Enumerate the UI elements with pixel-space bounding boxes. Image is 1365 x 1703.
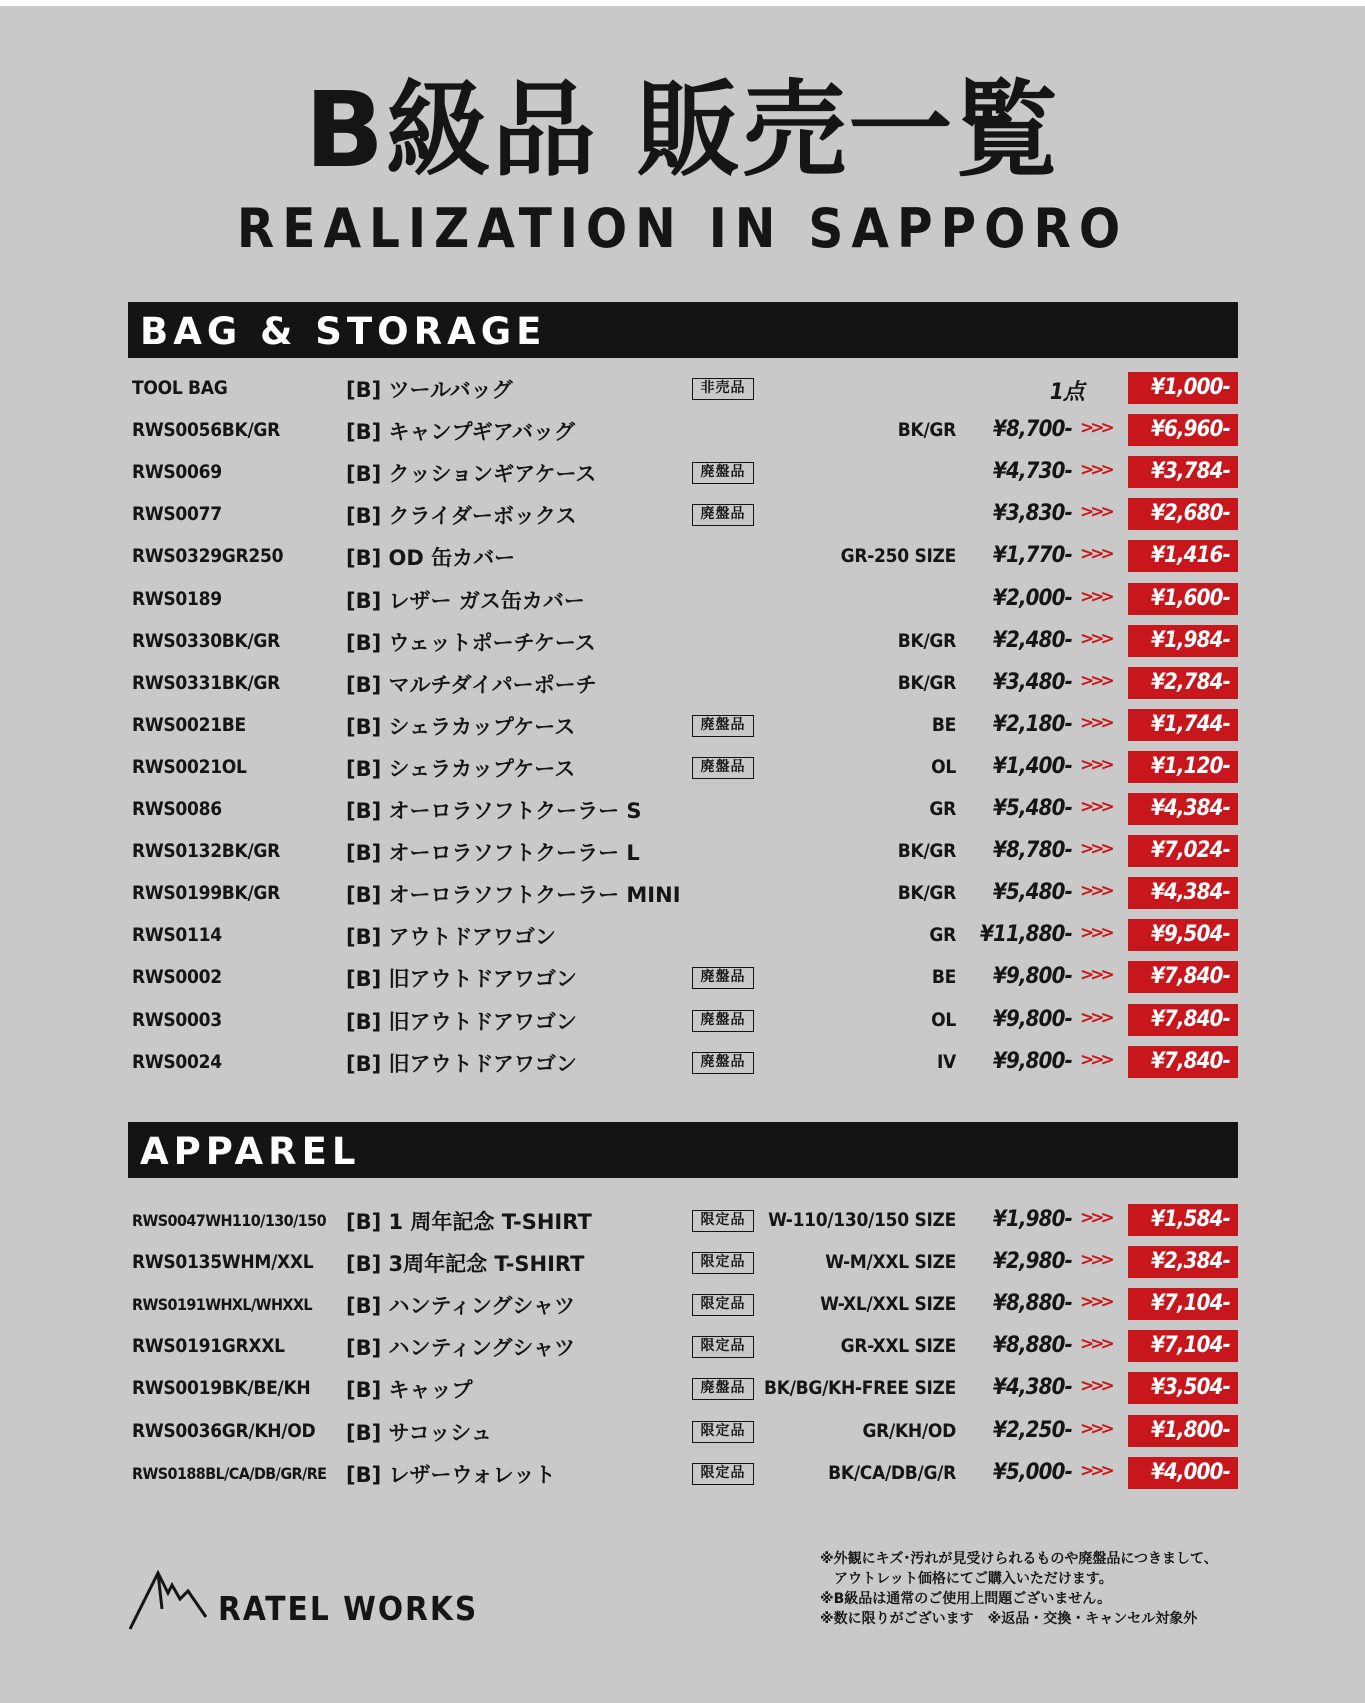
arrow-icon: >>> [1080,1008,1111,1028]
status-tag: 廃盤品 [692,462,754,484]
product-variant: BK/GR [897,419,956,441]
product-name: [B] OD 缶カバー [346,546,516,570]
sale-price: ¥7,840- [1128,1046,1238,1078]
product-row [128,961,1238,993]
product-code: RWS0132BK/GR [132,840,281,862]
sale-price: ¥1,000- [1128,372,1238,404]
product-name: [B] シェラカップケース [346,757,576,781]
sale-price: ¥9,504- [1128,919,1238,951]
sale-price: ¥1,744- [1128,709,1238,741]
arrow-icon: >>> [1080,1419,1111,1439]
sale-price: ¥7,104- [1128,1330,1238,1362]
original-price: ¥9,800- [993,1007,1072,1032]
arrow-icon: >>> [1080,1334,1111,1354]
product-row [128,625,1238,657]
product-code: RWS0135WHM/XXL [132,1251,314,1273]
original-price: ¥1,980- [993,1207,1072,1232]
product-code: RWS0019BK/BE/KH [132,1377,311,1399]
product-name: [B] キャンプギアバッグ [346,420,575,444]
product-row [128,877,1238,909]
product-name: [B] 1 周年記念 T-SHIRT [346,1210,592,1234]
original-price: ¥2,180- [993,712,1072,737]
original-price: ¥8,880- [993,1291,1072,1316]
sale-price: ¥2,784- [1128,667,1238,699]
product-row [128,1004,1238,1036]
product-row [128,583,1238,615]
arrow-icon: >>> [1080,881,1111,901]
product-row [128,1415,1238,1447]
brand-name: RATEL WORKS [218,1589,479,1628]
original-price: ¥1,400- [993,754,1072,779]
arrow-icon: >>> [1080,418,1111,438]
page-subtitle: REALIZATION IN SAPPORO [236,197,1129,260]
mountain-logo-icon [128,1569,208,1631]
original-price: ¥2,000- [993,586,1072,611]
product-code: RWS0331BK/GR [132,672,281,694]
sale-price: ¥7,104- [1128,1288,1238,1320]
status-tag: 限定品 [692,1421,754,1443]
product-variant: BK/GR [897,630,956,652]
sale-price: ¥7,840- [1128,961,1238,993]
product-code: RWS0003 [132,1009,222,1031]
arrow-icon: >>> [1080,1208,1111,1228]
note-line: アウトレット価格にてご購入いただけます。 [820,1571,1113,1587]
product-name: [B] アウトドアワゴン [346,925,556,949]
arrow-icon: >>> [1080,544,1111,564]
original-price: ¥4,380- [993,1375,1072,1400]
product-variant: OL [931,1009,956,1031]
arrow-icon: >>> [1080,1461,1111,1481]
product-variant: BK/GR [897,672,956,694]
note-line: ※数に限りがございます ※返品・交換・キャンセル対象外 [820,1611,1198,1627]
section-title: BAG & STORAGE [140,310,547,353]
product-variant: W-XL/XXL SIZE [820,1293,956,1315]
product-code: RWS0069 [132,461,222,483]
product-name: [B] 旧アウトドアワゴン [346,967,577,991]
product-name: [B] オーロラソフトクーラー S [346,799,642,823]
product-row [128,1330,1238,1362]
product-code: RWS0021BE [132,714,246,736]
arrow-icon: >>> [1080,755,1111,775]
note-line: ※B級品は通常のご使用上問題ございません。 [820,1591,1112,1607]
product-code: RWS0021OL [132,756,247,778]
arrow-icon: >>> [1080,797,1111,817]
status-tag: 廃盤品 [692,1052,754,1074]
original-price: ¥2,250- [993,1418,1072,1443]
product-variant: BK/BG/KH-FREE SIZE [764,1377,956,1399]
arrow-icon: >>> [1080,1376,1111,1396]
status-tag: 廃盤品 [692,967,754,989]
sale-price: ¥7,840- [1128,1004,1238,1036]
product-variant: GR-250 SIZE [840,545,956,567]
sale-price: ¥1,984- [1128,625,1238,657]
arrow-icon: >>> [1080,629,1111,649]
page-title: B級品 販売一覧 [304,69,1061,191]
product-variant: W-M/XXL SIZE [825,1251,956,1273]
product-code: RWS0114 [132,924,222,946]
product-row [128,1457,1238,1489]
original-price: ¥9,800- [993,1049,1072,1074]
status-tag: 廃盤品 [692,715,754,737]
product-row [128,751,1238,783]
flyer-page [0,6,1365,1703]
original-price: ¥8,780- [993,838,1072,863]
product-code: RWS0036GR/KH/OD [132,1420,316,1442]
arrow-icon: >>> [1080,1250,1111,1270]
product-name: [B] ハンティングシャツ [346,1294,575,1318]
arrow-icon: >>> [1080,1292,1111,1312]
product-name: [B] クライダーボックス [346,504,577,528]
product-variant: IV [937,1051,956,1073]
sale-price: ¥3,784- [1128,456,1238,488]
product-code: RWS0047WH110/130/150 [132,1211,326,1230]
product-code: RWS0002 [132,966,222,988]
original-price: ¥11,880- [980,922,1072,947]
original-price: ¥3,830- [993,501,1072,526]
arrow-icon: >>> [1080,460,1111,480]
product-code: RWS0189 [132,588,222,610]
product-name: [B] ハンティングシャツ [346,1336,575,1360]
product-code: RWS0330BK/GR [132,630,281,652]
product-code: RWS0329GR250 [132,545,284,567]
product-variant: BK/GR [897,840,956,862]
product-name: [B] 3周年記念 T-SHIRT [346,1252,585,1276]
original-price: ¥5,480- [993,796,1072,821]
arrow-icon: >>> [1080,839,1111,859]
product-variant: BE [931,966,956,988]
product-variant: W-110/130/150 SIZE [768,1209,956,1231]
original-price: ¥5,480- [993,880,1072,905]
status-tag: 廃盤品 [692,1378,754,1400]
product-code: RWS0199BK/GR [132,882,281,904]
product-code: RWS0086 [132,798,222,820]
section-header [128,302,1238,358]
product-code: RWS0188BL/CA/DB/GR/RE [132,1464,327,1483]
product-code: RWS0191GRXXL [132,1335,285,1357]
sale-price: ¥3,504- [1128,1372,1238,1404]
product-row [128,498,1238,530]
sale-price: ¥6,960- [1128,414,1238,446]
sale-price: ¥1,416- [1128,540,1238,572]
product-row [128,709,1238,741]
section-title: APPAREL [140,1130,361,1173]
product-name: [B] 旧アウトドアワゴン [346,1052,577,1076]
product-code: RWS0056BK/GR [132,419,281,441]
original-price: ¥5,000- [993,1460,1072,1485]
note-line: ※外観にキズ･汚れが見受けられるものや廃盤品につきまして、 [820,1551,1218,1567]
sale-price: ¥7,024- [1128,835,1238,867]
product-code: RWS0024 [132,1051,222,1073]
product-row [128,414,1238,446]
product-name: [B] サコッシュ [346,1421,492,1445]
product-variant: OL [931,756,956,778]
product-name: [B] 旧アウトドアワゴン [346,1010,577,1034]
arrow-icon: >>> [1080,671,1111,691]
sale-price: ¥1,584- [1128,1204,1238,1236]
product-variant: GR/KH/OD [862,1420,956,1442]
arrow-icon: >>> [1080,965,1111,985]
product-row [128,1046,1238,1078]
original-price: ¥8,880- [993,1333,1072,1358]
product-name: [B] オーロラソフトクーラー MINI [346,883,681,907]
original-price: ¥8,700- [993,417,1072,442]
status-tag: 廃盤品 [692,504,754,526]
sale-price: ¥1,800- [1128,1415,1238,1447]
original-price: ¥2,980- [993,1249,1072,1274]
original-price: ¥4,730- [993,459,1072,484]
status-tag: 廃盤品 [692,757,754,779]
original-price: ¥2,480- [993,628,1072,653]
sale-price: ¥4,000- [1128,1457,1238,1489]
arrow-icon: >>> [1080,713,1111,733]
original-price: ¥9,800- [993,964,1072,989]
product-code: RWS0191WHXL/WHXXL [132,1295,312,1314]
product-row [128,1288,1238,1320]
product-name: [B] ツールバッグ [346,378,513,402]
product-row [128,1372,1238,1404]
product-code: RWS0077 [132,503,222,525]
product-row [128,540,1238,572]
footer-notes [820,1549,1240,1629]
product-row [128,793,1238,825]
product-row [128,835,1238,867]
original-price: ¥1,770- [993,543,1072,568]
product-name: [B] レザー ガス缶カバー [346,589,585,613]
status-tag: 廃盤品 [692,1010,754,1032]
status-tag: 限定品 [692,1336,754,1358]
product-row [128,1204,1238,1236]
product-variant: GR [929,798,956,820]
product-variant: GR-XXL SIZE [840,1335,956,1357]
arrow-icon: >>> [1080,1050,1111,1070]
arrow-icon: >>> [1080,502,1111,522]
product-row [128,667,1238,699]
product-name: [B] シェラカップケース [346,715,576,739]
section-header [128,1122,1238,1178]
status-tag: 限定品 [692,1252,754,1274]
product-name: [B] マルチダイパーポーチ [346,673,597,697]
sale-price: ¥2,680- [1128,498,1238,530]
product-row [128,1246,1238,1278]
product-variant: GR [929,924,956,946]
product-name: [B] クッションギアケース [346,462,597,486]
sale-price: ¥4,384- [1128,877,1238,909]
product-name: [B] レザーウォレット [346,1463,556,1487]
status-tag: 限定品 [692,1210,754,1232]
product-row [128,372,1238,404]
sale-price: ¥2,384- [1128,1246,1238,1278]
status-tag: 非売品 [692,378,754,400]
status-tag: 限定品 [692,1463,754,1485]
sale-price: ¥1,600- [1128,583,1238,615]
product-name: [B] キャップ [346,1378,473,1402]
product-variant: BK/GR [897,882,956,904]
product-variant: BK/CA/DB/G/R [828,1462,956,1484]
product-row [128,919,1238,951]
product-row [128,456,1238,488]
product-code: TOOL BAG [132,377,228,399]
sale-price: ¥1,120- [1128,751,1238,783]
arrow-icon: >>> [1080,587,1111,607]
status-tag: 限定品 [692,1294,754,1316]
product-name: [B] オーロラソフトクーラー L [346,841,640,865]
original-price: ¥3,480- [993,670,1072,695]
product-name: [B] ウェットポーチケース [346,631,596,655]
sale-price: ¥4,384- [1128,793,1238,825]
product-variant: BE [931,714,956,736]
original-price: 1点 [1049,380,1084,405]
arrow-icon: >>> [1080,923,1111,943]
